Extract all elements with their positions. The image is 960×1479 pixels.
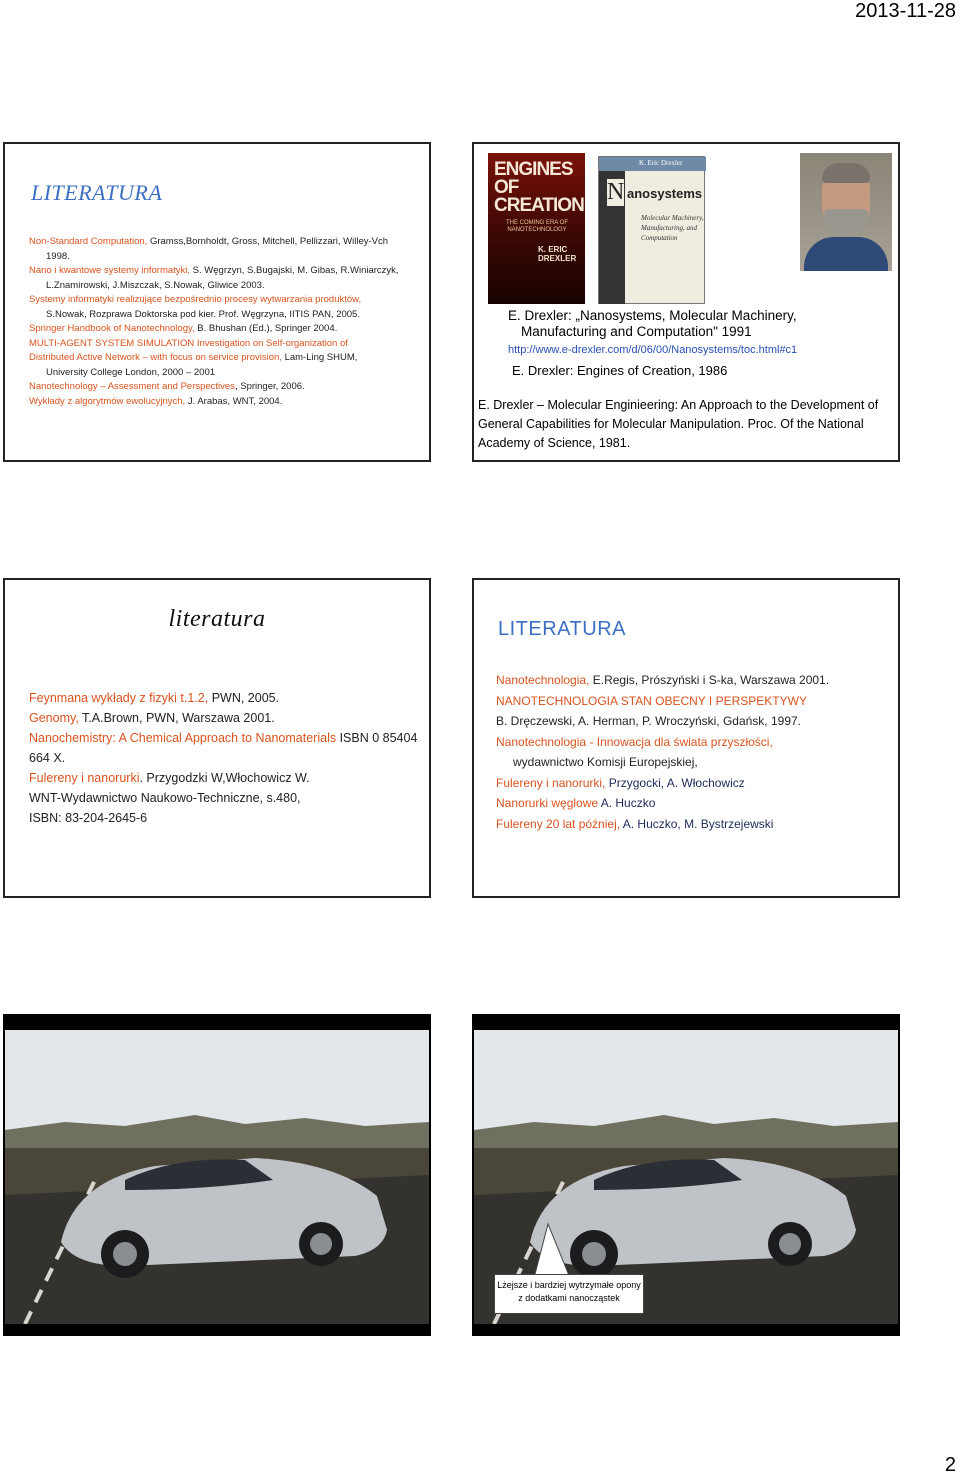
reference-line bbox=[496, 752, 896, 773]
reference-author: ISBN 0 85404 664 X. bbox=[29, 731, 418, 765]
reference-line bbox=[29, 337, 429, 352]
slide-drexler bbox=[472, 142, 900, 462]
slide-title: LITERATURA bbox=[31, 180, 163, 205]
reference-author: University College London, 2000 – 2001 bbox=[46, 366, 216, 378]
reference-title: Fulereny i nanorurki, bbox=[496, 775, 609, 790]
book-title: anosystems bbox=[627, 186, 703, 201]
reference-line bbox=[29, 308, 429, 323]
reference-title: Genomy, bbox=[29, 711, 83, 725]
reference-author: A. Huczko bbox=[600, 796, 656, 810]
reference-author: T.A.Brown, PWN, Warszawa 2001. bbox=[82, 711, 275, 725]
reference-author: ISBN: 83-204-2645-6 bbox=[29, 811, 148, 825]
reference-title: Nanochemistry: A Chemical Approach to Nanomaterials bbox=[29, 731, 340, 745]
reference-line bbox=[29, 279, 429, 294]
reference-title: Fulereny i nanorurki bbox=[29, 771, 140, 785]
reference-title: Nanorurki węglowe bbox=[496, 796, 601, 810]
reference-line bbox=[29, 395, 429, 410]
print-date: 2013-11-28 bbox=[855, 0, 956, 22]
reference-author: E.Regis, Prószyński i S-ka, Warszawa 2001. bbox=[592, 673, 830, 687]
reference-line bbox=[29, 264, 429, 279]
reference-line bbox=[496, 711, 896, 732]
book-title: ENGINES OF CREATION bbox=[494, 159, 584, 216]
book-subtitle: THE COMING ERA OF NANOTECHNOLOGY bbox=[505, 220, 568, 233]
reference-title: Springer Handbook of Nanotechnology, bbox=[29, 323, 198, 334]
reference-author: B. Bhushan (Ed.), Springer 2004. bbox=[197, 323, 338, 334]
reference-nanosystems: E. Drexler: „Nanosystems, Molecular Machinery, Manufacturing and Computation" 1991 bbox=[508, 308, 797, 339]
reference-title: Nanotechnology – Assessment and Perspectives bbox=[29, 381, 235, 392]
slide-car-photo-callout bbox=[472, 1014, 900, 1336]
reference-author: S. Węgrzyn, S.Bugajski, M. Gibas, R.Winiarczyk, bbox=[192, 265, 399, 276]
reference-author: Przygocki, A. Włochowicz bbox=[608, 775, 745, 790]
nanosystems-cover bbox=[598, 156, 705, 304]
reference-line bbox=[29, 366, 429, 381]
slide-title: literatura bbox=[168, 606, 266, 632]
reference-line bbox=[29, 351, 429, 366]
reference-title: Systemy informatyki realizujące bezpośrednio procesy wytwarzania produktów, bbox=[29, 294, 362, 305]
car-scene-illustration bbox=[5, 1030, 429, 1324]
reference-title: NANOTECHNOLOGIA STAN OBECNY I PERSPEKTYWY bbox=[496, 693, 807, 708]
reference-line bbox=[29, 708, 421, 728]
reference-author: wydawnictwo Komisji Europejskiej, bbox=[513, 755, 698, 769]
reference-line bbox=[29, 808, 421, 828]
engines-of-creation-cover bbox=[488, 153, 585, 304]
reference-author: B. Dręczewski, A. Herman, P. Wroczyński, Gdańsk, 1997. bbox=[496, 714, 802, 728]
reference-line bbox=[496, 814, 896, 835]
nanosystems-link[interactable]: http://www.e-drexler.com/d/06/00/Nanosystems/toc.html#c1 bbox=[508, 344, 798, 356]
book-author: K. ERIC DREXLER bbox=[538, 245, 577, 263]
reference-author: J. Arabas, WNT, 2004. bbox=[187, 395, 283, 407]
reference-title: Non-Standard Computation, bbox=[29, 236, 150, 247]
reference-line bbox=[29, 293, 429, 308]
reference-author: L.Znamirowski, J.Miszczak, S.Nowak, Gliwice 2003. bbox=[46, 279, 265, 291]
reference-line bbox=[29, 728, 421, 768]
reference-title: Distributed Active Network – with focus on service provision, bbox=[29, 352, 285, 363]
reference-author: WNT-Wydawnictwo Naukowo-Techniczne, s.480, bbox=[29, 791, 301, 805]
reference-line bbox=[29, 380, 429, 395]
slide-car-photo bbox=[3, 1014, 431, 1336]
reference-list bbox=[496, 670, 896, 834]
reference-list bbox=[29, 235, 429, 409]
reference-line bbox=[29, 788, 421, 808]
reference-title: Wykłady z algorytmów ewolucyjnych, bbox=[29, 395, 188, 407]
reference-engines: E. Drexler: Engines of Creation, 1986 bbox=[512, 363, 728, 378]
reference-author: . Przygodzki W,Włochowicz W. bbox=[139, 771, 310, 785]
reference-title: Feynmana wykłady z fizyki t.1.2, bbox=[29, 691, 212, 705]
reference-author: S.Nowak, Rozprawa Doktorska pod kier. Prof. Węgrzyna, IITIS PAN, 2005. bbox=[46, 308, 360, 320]
slide-literatura-1 bbox=[3, 142, 431, 462]
reference-line bbox=[496, 773, 896, 794]
reference-author: Lam-Ling SHUM, bbox=[284, 352, 358, 363]
reference-author: Gramss,Bornholdt, Gross, Mitchell, Pellizzari, Willey-Vch bbox=[149, 236, 389, 247]
reference-line bbox=[496, 691, 896, 712]
slide-literatura-3 bbox=[472, 578, 900, 898]
reference-title: Nanotechnologia, bbox=[496, 673, 593, 687]
reference-title: Nano i kwantowe systemy informatyki, bbox=[29, 265, 193, 276]
reference-author: PWN, 2005. bbox=[211, 691, 280, 705]
reference-line bbox=[496, 793, 896, 814]
author-photo bbox=[800, 153, 892, 271]
reference-title: Nanotechnologia - Innowacja dla świata przyszłości, bbox=[496, 734, 773, 749]
reference-list bbox=[29, 688, 421, 828]
slide-title: LITERATURA bbox=[498, 618, 626, 640]
reference-title: Fulereny 20 lat później, bbox=[496, 816, 623, 831]
reference-author: A. Huczko, M. Bystrzejewski bbox=[622, 816, 774, 831]
book-author: K. Eric Drexler bbox=[639, 159, 683, 167]
reference-author: , Springer, 2006. bbox=[234, 381, 305, 392]
reference-line bbox=[496, 670, 896, 691]
reference-line bbox=[496, 732, 896, 753]
reference-line bbox=[29, 768, 421, 788]
slide-literatura-2 bbox=[3, 578, 431, 898]
book-title-initial: N bbox=[607, 179, 625, 205]
callout-note: Lżejsze i bardziej wytrzymałe opony z dodatkami nanocząstek bbox=[494, 1274, 644, 1314]
reference-line bbox=[29, 322, 429, 337]
reference-author: 1998. bbox=[46, 250, 70, 262]
reference-line bbox=[29, 688, 421, 708]
reference-line bbox=[29, 235, 429, 250]
reference-molecular-engineering: E. Drexler – Molecular Enginieering: An Approach to the Development of General Capabilities for Molecular Manipulation. Proc. Of the National Academy of Science, 1981. bbox=[478, 398, 879, 450]
reference-line bbox=[29, 250, 429, 265]
book-subtitle: Molecular Machinery, Manufacturing, and Computation bbox=[641, 214, 704, 242]
reference-title: MULTI-AGENT SYSTEM SIMULATION Investigation on Self-organization of bbox=[29, 337, 348, 349]
car-image bbox=[5, 1030, 429, 1324]
page-number: 2 bbox=[944, 1454, 956, 1476]
